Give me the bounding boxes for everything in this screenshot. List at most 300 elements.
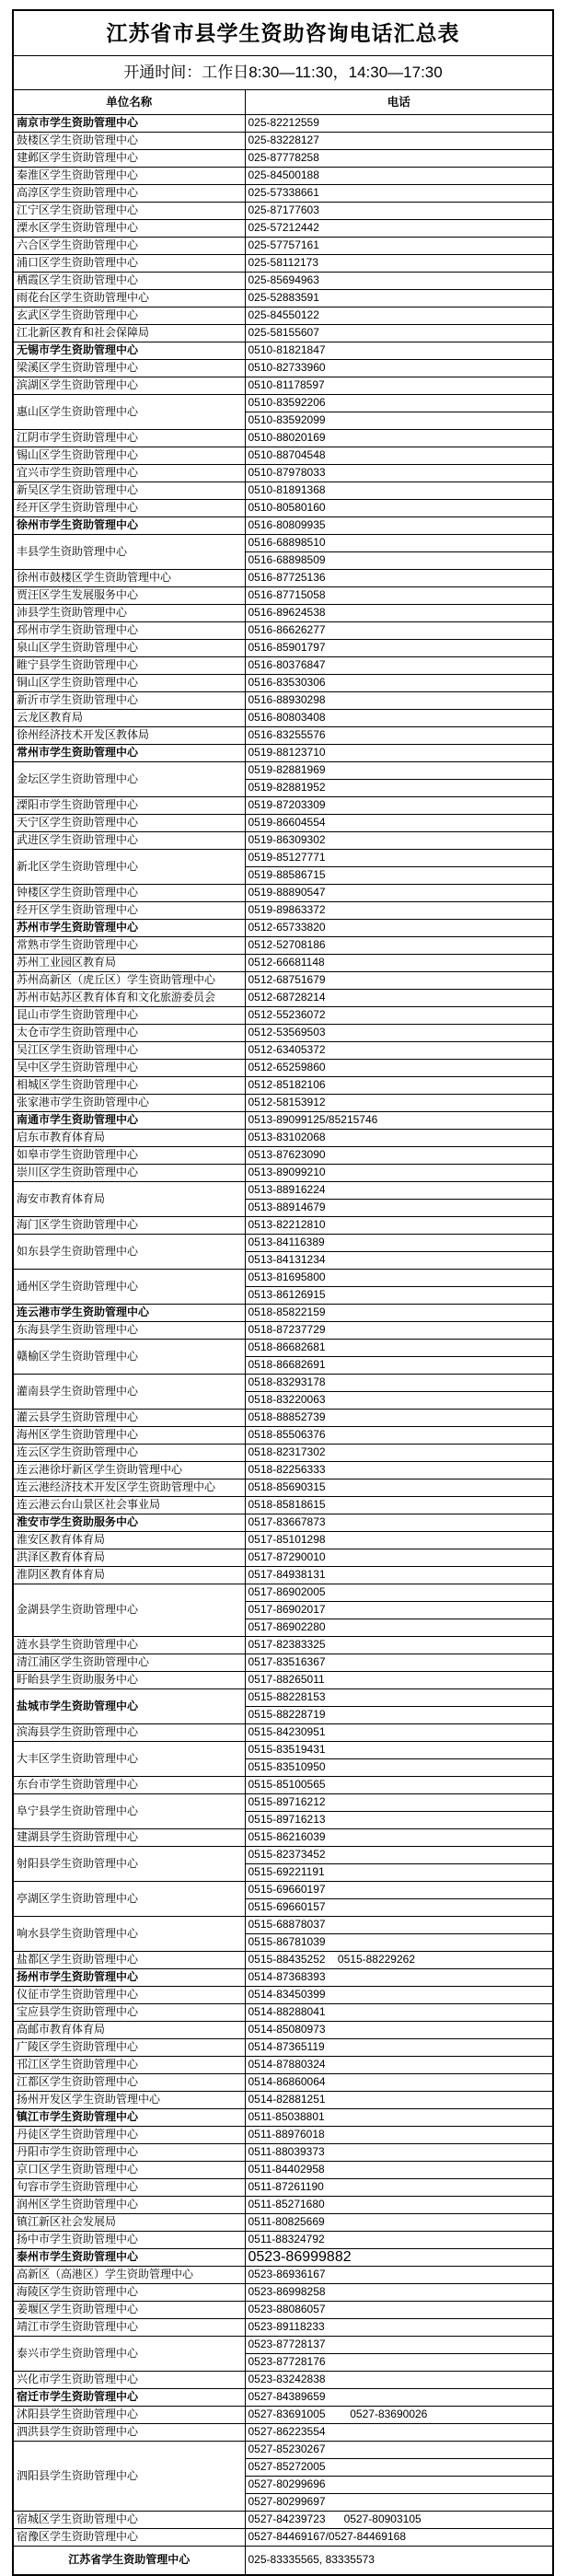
phone-cell: 0518-86682681: [245, 1340, 553, 1357]
unit-name-cell: 惠山区学生资助管理中心: [13, 395, 245, 430]
table-row: [13, 360, 553, 377]
table-row: [13, 2529, 553, 2547]
unit-name-cell: 镇江新区社会发展局: [13, 2214, 245, 2232]
phone-cell: 0517-86902017: [245, 1602, 553, 1619]
unit-name-cell: 江宁区学生资助管理中心: [13, 203, 245, 220]
header-row: [13, 90, 553, 115]
table-row: [13, 2109, 553, 2127]
phone-cell: 0517-86902280: [245, 1619, 553, 1637]
table-row: [13, 500, 553, 517]
phone-cell: 0510-81821847: [245, 342, 553, 360]
unit-name-cell: 江苏省学生资助管理中心: [13, 2547, 245, 2576]
table-row: [13, 1654, 553, 1672]
phone-cell: 025-85694963: [245, 273, 553, 290]
phone-cell: 0518-85506376: [245, 1427, 553, 1445]
phone-cell: 0511-85038801: [245, 2109, 553, 2127]
phone-summary-table: [12, 9, 554, 2576]
table-row: [13, 1969, 553, 1987]
unit-name-cell: 太仓市学生资助管理中心: [13, 1025, 245, 1042]
table-row: [13, 482, 553, 500]
phone-cell: 0515-89716212: [245, 1794, 553, 1812]
phone-cell: 0515-89716213: [245, 1812, 553, 1829]
unit-name-cell: 鼓楼区学生资助管理中心: [13, 133, 245, 150]
unit-name-cell: 东海县学生资助管理中心: [13, 1322, 245, 1340]
phone-cell: 0523-86999882: [245, 2249, 553, 2267]
table-row: [13, 342, 553, 360]
table-row: [13, 2214, 553, 2232]
unit-name-cell: 兴化市学生资助管理中心: [13, 2372, 245, 2389]
phone-cell: 0516-86626277: [245, 622, 553, 640]
unit-name-cell: 宿迁市学生资助管理中心: [13, 2389, 245, 2407]
table-row: [13, 2337, 553, 2354]
table-row: [13, 972, 553, 990]
phone-cell: 0515-82373452: [245, 1847, 553, 1864]
unit-name-cell: 海陵区学生资助管理中心: [13, 2284, 245, 2302]
table-row: [13, 920, 553, 937]
table-row: [13, 395, 553, 412]
phone-cell: 0518-85818615: [245, 1497, 553, 1514]
table-row: [13, 2074, 553, 2092]
subtitle-row: [13, 56, 553, 90]
unit-name-cell: 润州区学生资助管理中心: [13, 2197, 245, 2214]
phone-cell: 0512-66681148: [245, 955, 553, 972]
service-hours: 开通时间：工作日8:30—11:30，14:30—17:30: [13, 56, 553, 90]
phone-cell: 0518-85690315: [245, 1479, 553, 1497]
phone-cell: 0515-86216039: [245, 1829, 553, 1847]
table-row: [13, 290, 553, 307]
phone-cell: 0515-84230951: [245, 1724, 553, 1742]
phone-cell: 0523-86936167: [245, 2267, 553, 2284]
phone-cell: 0513-84116389: [245, 1235, 553, 1252]
table-row: [13, 1025, 553, 1042]
phone-cell: 0516-89624538: [245, 605, 553, 622]
table-row: [13, 2232, 553, 2249]
phone-cell: 0518-88852739: [245, 1410, 553, 1427]
unit-name-cell: 灌南县学生资助管理中心: [13, 1375, 245, 1410]
table-row: [13, 710, 553, 727]
table-row: [13, 465, 553, 482]
unit-name-cell: 射阳县学生资助管理中心: [13, 1847, 245, 1882]
unit-name-cell: 苏州工业园区教育局: [13, 955, 245, 972]
phone-cell: 0527-80299697: [245, 2494, 553, 2512]
unit-name-cell: 无锡市学生资助管理中心: [13, 342, 245, 360]
unit-name-cell: 栖霞区学生资助管理中心: [13, 273, 245, 290]
unit-name-cell: 沛县学生资助管理中心: [13, 605, 245, 622]
unit-name-cell: 苏州市姑苏区教育体育和文化旅游委员会: [13, 990, 245, 1007]
phone-cell: 025-57757161: [245, 238, 553, 255]
unit-name-cell: 盐城市学生资助管理中心: [13, 1689, 245, 1724]
unit-name-cell: 清江浦区学生资助管理中心: [13, 1654, 245, 1672]
phone-cell: 0515-69221191: [245, 1864, 553, 1882]
unit-name-cell: 常熟市学生资助管理中心: [13, 937, 245, 955]
phone-cell: 0527-83691005 0527-83690026: [245, 2407, 553, 2424]
unit-name-cell: 连云港云台山景区社会事业局: [13, 1497, 245, 1514]
unit-name-cell: 南通市学生资助管理中心: [13, 1112, 245, 1130]
table-row: [13, 1095, 553, 1112]
unit-name-cell: 盐都区学生资助管理中心: [13, 1952, 245, 1969]
table-row: [13, 115, 553, 133]
table-row: [13, 203, 553, 220]
table-row: [13, 150, 553, 168]
phone-cell: 0516-87715058: [245, 587, 553, 605]
title-row: [13, 10, 553, 56]
phone-cell: 0516-80376847: [245, 657, 553, 675]
phone-cell: 0527-86223554: [245, 2424, 553, 2442]
phone-cell: 0510-83592099: [245, 412, 553, 430]
table-row: [13, 1147, 553, 1165]
phone-cell: 0512-68728214: [245, 990, 553, 1007]
unit-name-cell: 亭湖区学生资助管理中心: [13, 1882, 245, 1917]
unit-name-cell: 涟水县学生资助管理中心: [13, 1637, 245, 1654]
table-row: [13, 1112, 553, 1130]
unit-name-cell: 东台市学生资助管理中心: [13, 1777, 245, 1794]
table-row: [13, 133, 553, 150]
unit-name-cell: 建邺区学生资助管理中心: [13, 150, 245, 168]
unit-name-cell: 天宁区学生资助管理中心: [13, 815, 245, 832]
table-row: [13, 1270, 553, 1287]
phone-cell: 025-58155607: [245, 325, 553, 342]
table-row: [13, 640, 553, 657]
unit-name-cell: 高邮市教育体育局: [13, 2022, 245, 2039]
table-row: [13, 1584, 553, 1602]
unit-name-cell: 丰县学生资助管理中心: [13, 535, 245, 570]
unit-name-cell: 大丰区学生资助管理中心: [13, 1742, 245, 1777]
table-row: [13, 1427, 553, 1445]
table-row: [13, 657, 553, 675]
table-row: [13, 990, 553, 1007]
phone-cell: 0519-87203309: [245, 797, 553, 815]
table-row: [13, 2407, 553, 2424]
phone-cell: 0516-85901797: [245, 640, 553, 657]
table-row: [13, 832, 553, 850]
phone-cell: 0517-83516367: [245, 1654, 553, 1672]
phone-cell: 0513-87623090: [245, 1147, 553, 1165]
table-row: [13, 2302, 553, 2319]
phone-cell: 0518-87237729: [245, 1322, 553, 1340]
phone-cell: 0517-84938131: [245, 1567, 553, 1584]
unit-name-cell: 泗阳县学生资助管理中心: [13, 2442, 245, 2512]
table-row: [13, 1340, 553, 1357]
phone-cell: 0517-88265011: [245, 1672, 553, 1689]
unit-name-cell: 金湖县学生资助管理中心: [13, 1584, 245, 1637]
unit-name-cell: 广陵区学生资助管理中心: [13, 2039, 245, 2057]
phone-cell: 025-87778258: [245, 150, 553, 168]
table-row: [13, 2127, 553, 2144]
table-row: [13, 1794, 553, 1812]
unit-name-cell: 相城区学生资助管理中心: [13, 1077, 245, 1095]
unit-name-cell: 宿城区学生资助管理中心: [13, 2512, 245, 2529]
unit-name-cell: 扬州开发区学生资助管理中心: [13, 2092, 245, 2109]
unit-name-cell: 泉山区学生资助管理中心: [13, 640, 245, 657]
table-row: [13, 535, 553, 552]
table-row: [13, 1672, 553, 1689]
table-row: [13, 430, 553, 447]
table-row: [13, 1235, 553, 1252]
phone-cell: 0511-88976018: [245, 2127, 553, 2144]
phone-cell: 0513-82212810: [245, 1217, 553, 1235]
unit-name-cell: 滨湖区学生资助管理中心: [13, 377, 245, 395]
table-row: [13, 307, 553, 325]
table-row: [13, 570, 553, 587]
phone-cell: 025-83228127: [245, 133, 553, 150]
table-row: [13, 377, 553, 395]
phone-cell: 0518-82256333: [245, 1462, 553, 1479]
unit-name-cell: 玄武区学生资助管理中心: [13, 307, 245, 325]
phone-cell: 0510-88020169: [245, 430, 553, 447]
phone-cell: 0510-81178597: [245, 377, 553, 395]
table-row: [13, 762, 553, 780]
phone-cell: 0516-83255576: [245, 727, 553, 745]
phone-cell: 0516-68898509: [245, 552, 553, 570]
phone-cell: 0511-88324792: [245, 2232, 553, 2249]
unit-name-cell: 丹徒区学生资助管理中心: [13, 2127, 245, 2144]
phone-cell: 0516-83530306: [245, 675, 553, 692]
phone-cell: 0519-82881952: [245, 780, 553, 797]
unit-name-cell: 连云港市学生资助管理中心: [13, 1305, 245, 1322]
unit-name-cell: 泗洪县学生资助管理中心: [13, 2424, 245, 2442]
phone-cell: 0523-88086057: [245, 2302, 553, 2319]
table-row: [13, 937, 553, 955]
table-row: [13, 2267, 553, 2284]
unit-name-cell: 海安市教育体育局: [13, 1182, 245, 1217]
table-row: [13, 850, 553, 867]
phone-cell: 0518-83293178: [245, 1375, 553, 1392]
table-row: [13, 1567, 553, 1584]
table-row: [13, 1479, 553, 1497]
table-row: [13, 1217, 553, 1235]
unit-name-cell: 阜宁县学生资助管理中心: [13, 1794, 245, 1829]
unit-name-cell: 如皋市学生资助管理中心: [13, 1147, 245, 1165]
phone-cell: 025-87177603: [245, 203, 553, 220]
phone-cell: 0527-85272005: [245, 2459, 553, 2477]
table-row: [13, 2179, 553, 2197]
phone-cell: 025-84500188: [245, 168, 553, 185]
unit-name-cell: 秦淮区学生资助管理中心: [13, 168, 245, 185]
table-row: [13, 1042, 553, 1060]
phone-cell: 0527-84469167/0527-84469168: [245, 2529, 553, 2547]
phone-cell: 0519-86604554: [245, 815, 553, 832]
phone-cell: 0513-88914679: [245, 1200, 553, 1217]
table-row: [13, 238, 553, 255]
phone-cell: 0513-88916224: [245, 1182, 553, 1200]
table-row: [13, 1532, 553, 1549]
unit-name-cell: 浦口区学生资助管理中心: [13, 255, 245, 273]
unit-name-cell: 梁溪区学生资助管理中心: [13, 360, 245, 377]
unit-name-cell: 启东市教育体育局: [13, 1130, 245, 1147]
phone-cell: 025-57212442: [245, 220, 553, 238]
unit-name-cell: 铜山区学生资助管理中心: [13, 675, 245, 692]
unit-name-cell: 扬中市学生资助管理中心: [13, 2232, 245, 2249]
unit-name-cell: 灌云县学生资助管理中心: [13, 1410, 245, 1427]
unit-name-cell: 响水县学生资助管理中心: [13, 1917, 245, 1952]
table-row: [13, 1305, 553, 1322]
unit-name-cell: 海门区学生资助管理中心: [13, 1217, 245, 1235]
unit-name-cell: 经开区学生资助管理中心: [13, 500, 245, 517]
unit-name-cell: 云龙区教育局: [13, 710, 245, 727]
phone-cell: 0518-85822159: [245, 1305, 553, 1322]
table-row: [13, 1497, 553, 1514]
phone-cell: 0519-82881969: [245, 762, 553, 780]
unit-name-cell: 淮阴区教育体育局: [13, 1567, 245, 1584]
phone-cell: 0510-88704548: [245, 447, 553, 465]
table-row: [13, 2092, 553, 2109]
table-row: [13, 1637, 553, 1654]
table-row: [13, 255, 553, 273]
phone-cell: 0511-80825669: [245, 2214, 553, 2232]
unit-name-cell: 金坛区学生资助管理中心: [13, 762, 245, 797]
table-row: [13, 885, 553, 902]
phone-cell: 0516-87725136: [245, 570, 553, 587]
phone-cell: 0512-55236072: [245, 1007, 553, 1025]
unit-name-cell: 南京市学生资助管理中心: [13, 115, 245, 133]
unit-name-cell: 淮安区教育体育局: [13, 1532, 245, 1549]
table-row: [13, 955, 553, 972]
unit-name-cell: 溧阳市学生资助管理中心: [13, 797, 245, 815]
table-row: [13, 185, 553, 203]
unit-name-cell: 姜堰区学生资助管理中心: [13, 2302, 245, 2319]
phone-cell: 0519-85127771: [245, 850, 553, 867]
table-row: [13, 1130, 553, 1147]
table-row: [13, 220, 553, 238]
table-row: [13, 2249, 553, 2267]
table-row: [13, 168, 553, 185]
table-row: [13, 2039, 553, 2057]
phone-cell: 0519-86309302: [245, 832, 553, 850]
table-row: [13, 2162, 553, 2179]
unit-name-cell: 赣榆区学生资助管理中心: [13, 1340, 245, 1375]
unit-name-cell: 海州区学生资助管理中心: [13, 1427, 245, 1445]
unit-name-cell: 滨海县学生资助管理中心: [13, 1724, 245, 1742]
unit-name-cell: 武进区学生资助管理中心: [13, 832, 245, 850]
unit-name-cell: 钟楼区学生资助管理中心: [13, 885, 245, 902]
table-row: [13, 1410, 553, 1427]
phone-cell: 0519-89863372: [245, 902, 553, 920]
unit-name-cell: 连云港经济技术开发区学生资助管理中心: [13, 1479, 245, 1497]
table-row: [13, 727, 553, 745]
unit-name-cell: 如东县学生资助管理中心: [13, 1235, 245, 1270]
unit-name-cell: 新北区学生资助管理中心: [13, 850, 245, 885]
phone-cell: 0513-89099125/85215746: [245, 1112, 553, 1130]
unit-name-cell: 泰兴市学生资助管理中心: [13, 2337, 245, 2372]
unit-name-cell: 仪征市学生资助管理中心: [13, 1987, 245, 2004]
phone-cell: 0523-87728176: [245, 2354, 553, 2372]
phone-cell: 0516-68898510: [245, 535, 553, 552]
phone-cell: 0515-86781039: [245, 1934, 553, 1952]
phone-cell: 0514-87880324: [245, 2057, 553, 2074]
table-row: [13, 1445, 553, 1462]
table-row: [13, 1077, 553, 1095]
phone-cell: 0517-86902005: [245, 1584, 553, 1602]
unit-name-cell: 连云港徐圩新区学生资助管理中心: [13, 1462, 245, 1479]
table-row: [13, 2547, 553, 2576]
unit-name-cell: 经开区学生资助管理中心: [13, 902, 245, 920]
table-row: [13, 1549, 553, 1567]
table-row: [13, 692, 553, 710]
unit-name-cell: 扬州市学生资助管理中心: [13, 1969, 245, 1987]
phone-table-body: [13, 10, 553, 2575]
phone-cell: 0515-88228153: [245, 1689, 553, 1707]
table-row: [13, 1724, 553, 1742]
table-row: [13, 2057, 553, 2074]
phone-cell: 0513-86126915: [245, 1287, 553, 1305]
table-row: [13, 2512, 553, 2529]
table-row: [13, 1917, 553, 1934]
phone-cell: 0510-83592206: [245, 395, 553, 412]
unit-name-cell: 张家港市学生资助管理中心: [13, 1095, 245, 1112]
phone-cell: 0514-87368393: [245, 1969, 553, 1987]
unit-name-cell: 淮安市学生资助服务中心: [13, 1514, 245, 1532]
phone-cell: 0514-87365119: [245, 2039, 553, 2057]
phone-cell: 0512-68751679: [245, 972, 553, 990]
table-row: [13, 1987, 553, 2004]
phone-cell: 0515-69660197: [245, 1882, 553, 1899]
column-header-unit-name: 单位名称: [13, 90, 245, 115]
phone-cell: 0510-87978033: [245, 465, 553, 482]
table-row: [13, 2284, 553, 2302]
table-row: [13, 1742, 553, 1759]
phone-cell: 0512-53569503: [245, 1025, 553, 1042]
phone-cell: 0514-88288041: [245, 2004, 553, 2022]
table-row: [13, 902, 553, 920]
table-row: [13, 1882, 553, 1899]
phone-cell: 0523-86998258: [245, 2284, 553, 2302]
table-row: [13, 622, 553, 640]
table-row: [13, 2372, 553, 2389]
phone-cell: 0514-82881251: [245, 2092, 553, 2109]
phone-cell: 025-52883591: [245, 290, 553, 307]
table-row: [13, 745, 553, 762]
phone-cell: 0513-84131234: [245, 1252, 553, 1270]
table-row: [13, 1462, 553, 1479]
table-row: [13, 2424, 553, 2442]
unit-name-cell: 常州市学生资助管理中心: [13, 745, 245, 762]
phone-cell: 0516-80803408: [245, 710, 553, 727]
phone-cell: 0515-83519431: [245, 1742, 553, 1759]
phone-cell: 0519-88890547: [245, 885, 553, 902]
phone-cell: 0511-85271680: [245, 2197, 553, 2214]
phone-cell: 0517-82383325: [245, 1637, 553, 1654]
table-row: [13, 447, 553, 465]
unit-name-cell: 江阴市学生资助管理中心: [13, 430, 245, 447]
unit-name-cell: 雨花台区学生资助管理中心: [13, 290, 245, 307]
phone-cell: 0518-86682691: [245, 1357, 553, 1375]
phone-cell: 0517-83667873: [245, 1514, 553, 1532]
phone-cell: 0523-83242838: [245, 2372, 553, 2389]
phone-cell: 025-83335565, 83335573: [245, 2547, 553, 2576]
table-row: [13, 1007, 553, 1025]
phone-cell: 0517-87290010: [245, 1549, 553, 1567]
phone-cell: 0515-88435252 0515-88229262: [245, 1952, 553, 1969]
unit-name-cell: 泰州市学生资助管理中心: [13, 2249, 245, 2267]
unit-name-cell: 锡山区学生资助管理中心: [13, 447, 245, 465]
unit-name-cell: 宝应县学生资助管理中心: [13, 2004, 245, 2022]
table-row: [13, 1829, 553, 1847]
unit-name-cell: 邗江区学生资助管理中心: [13, 2057, 245, 2074]
phone-cell: 0518-82317302: [245, 1445, 553, 1462]
unit-name-cell: 沭阳县学生资助管理中心: [13, 2407, 245, 2424]
phone-cell: 0510-82733960: [245, 360, 553, 377]
table-row: [13, 273, 553, 290]
phone-cell: 0527-85230267: [245, 2442, 553, 2459]
table-row: [13, 1952, 553, 1969]
table-row: [13, 2389, 553, 2407]
phone-cell: 0519-88586715: [245, 867, 553, 885]
unit-name-cell: 镇江市学生资助管理中心: [13, 2109, 245, 2127]
table-row: [13, 1060, 553, 1077]
unit-name-cell: 江北新区教育和社会保障局: [13, 325, 245, 342]
unit-name-cell: 洪泽区教育体育局: [13, 1549, 245, 1567]
unit-name-cell: 新沂市学生资助管理中心: [13, 692, 245, 710]
